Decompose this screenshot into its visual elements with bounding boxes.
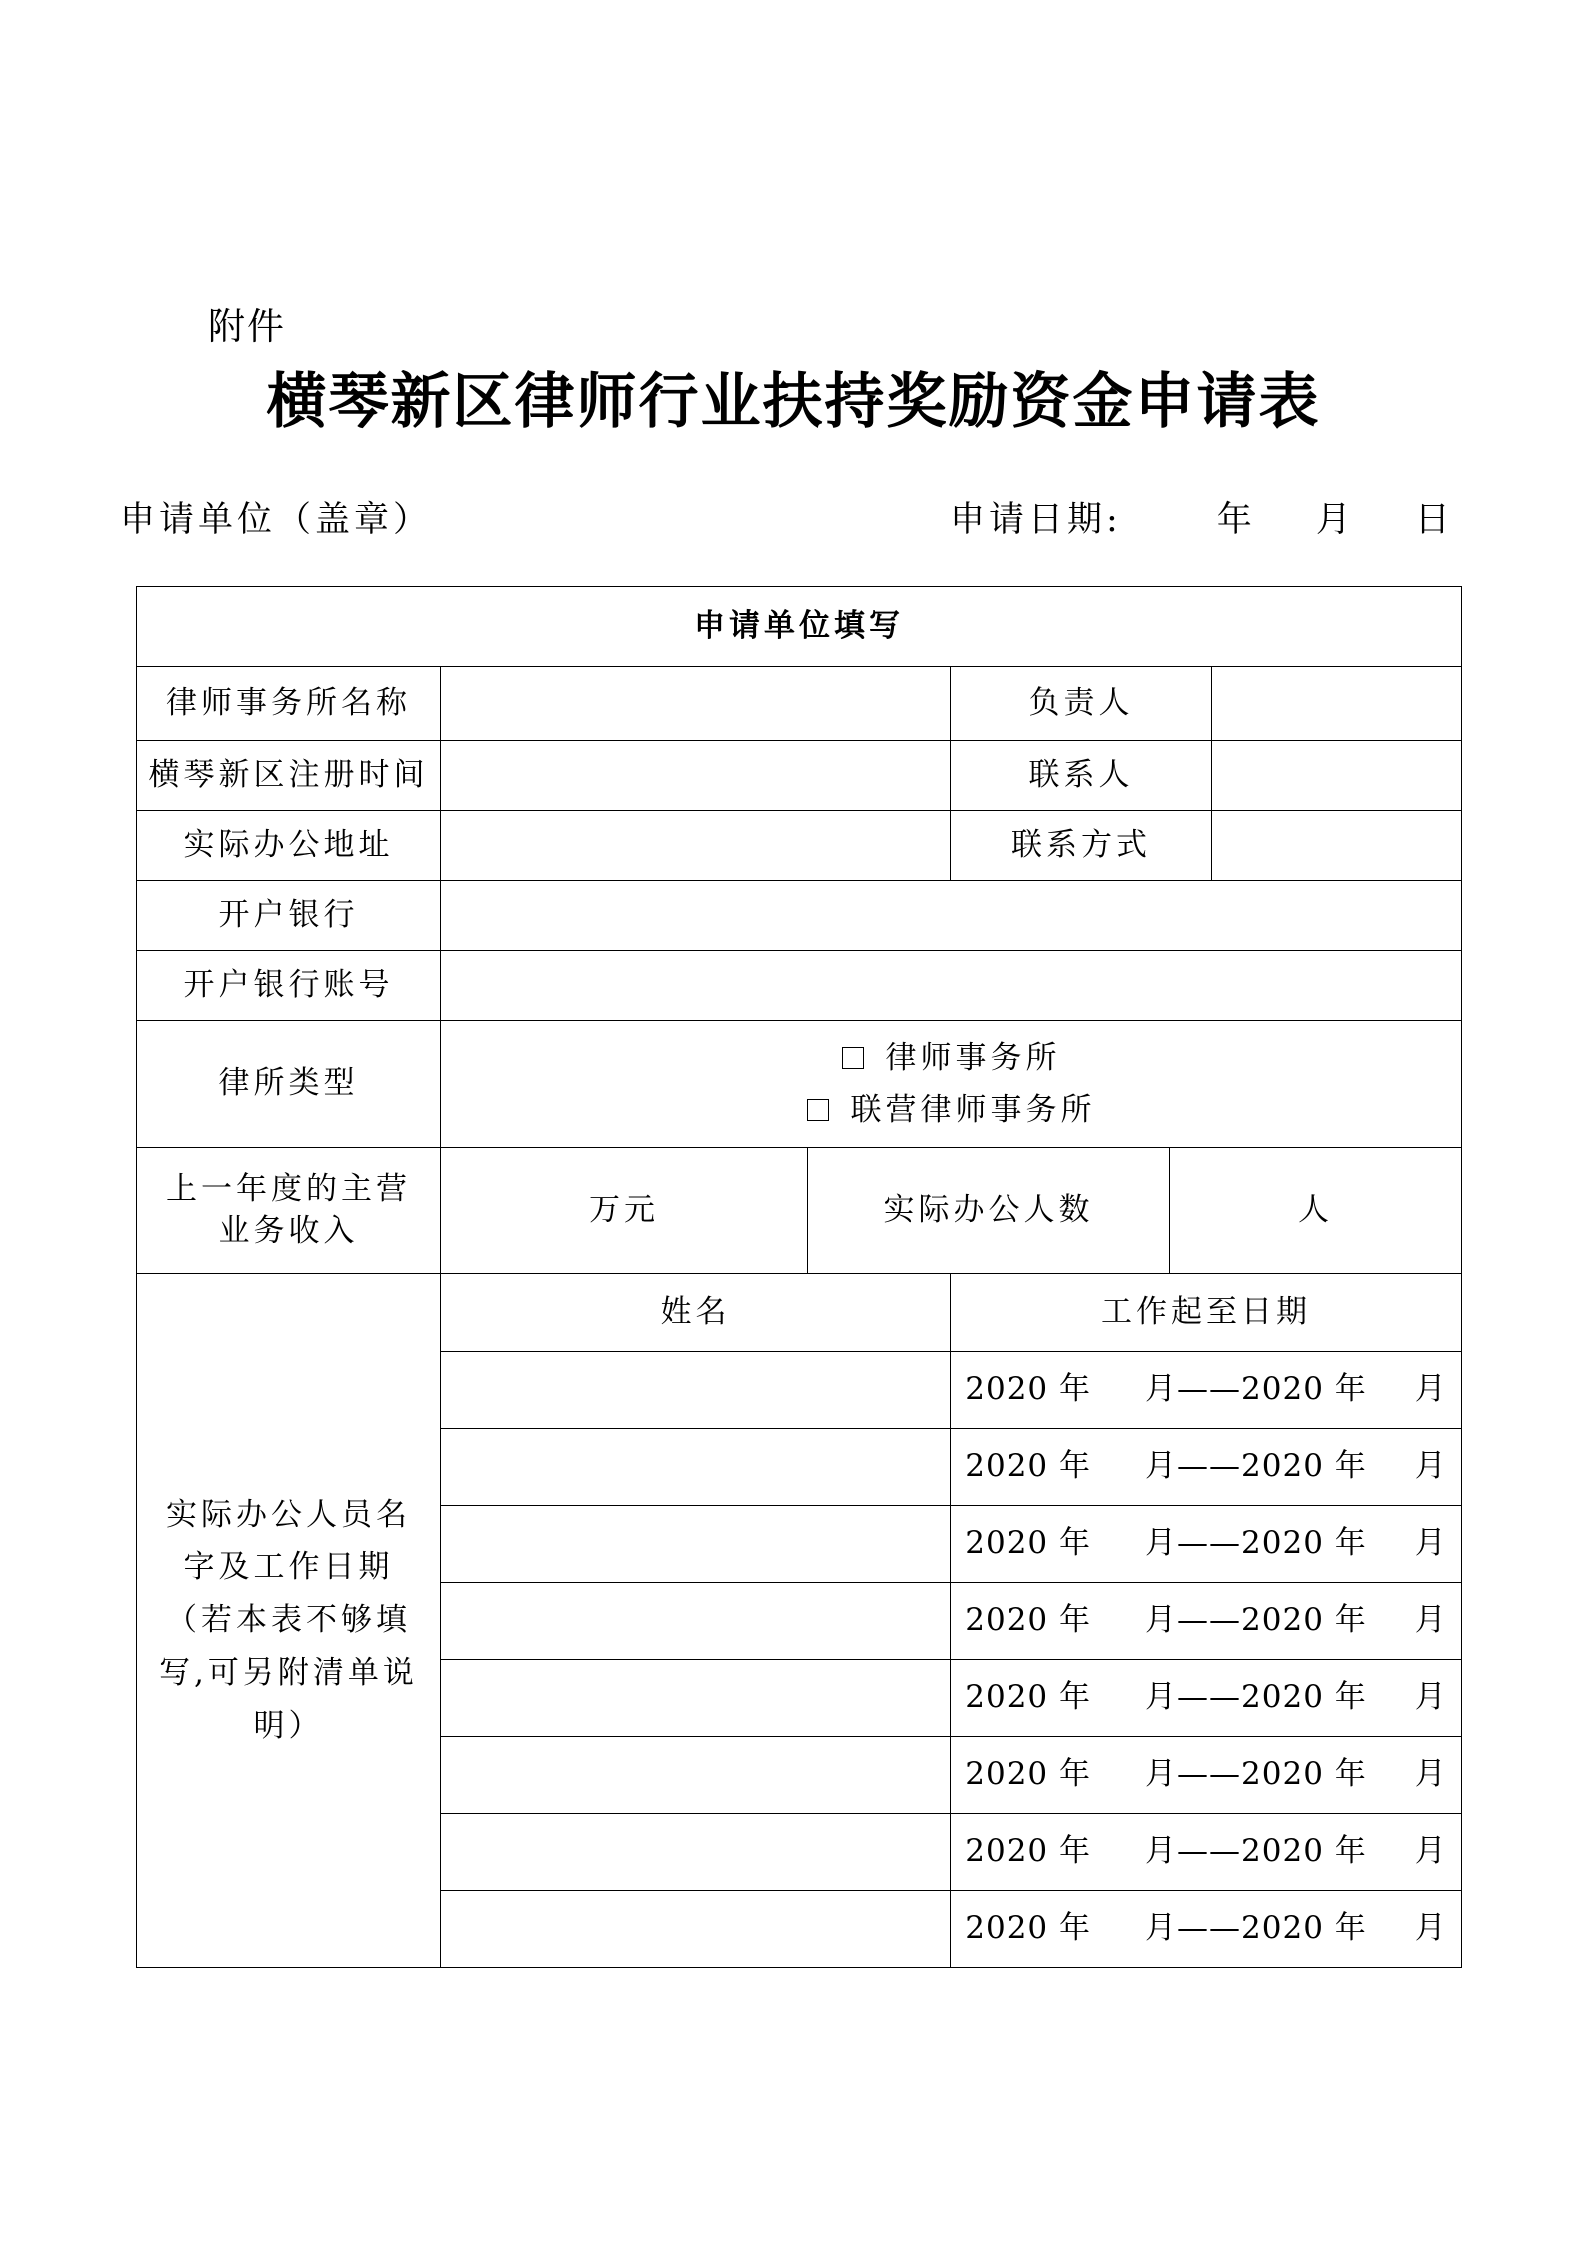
firm-name-label: 律师事务所名称: [137, 667, 441, 741]
contact-person-field[interactable]: [1212, 741, 1462, 811]
checkbox-icon[interactable]: [842, 1047, 864, 1069]
staff-name-field[interactable]: [441, 1429, 951, 1506]
work-period-field[interactable]: 2020 年 月——2020 年 月: [951, 1583, 1462, 1660]
staff-name-field[interactable]: [441, 1814, 951, 1891]
person-in-charge-field[interactable]: [1212, 667, 1462, 741]
work-period-field[interactable]: 2020 年 月——2020 年 月: [951, 1429, 1462, 1506]
applicant-stamp-label: 申请单位（盖章）: [120, 500, 433, 540]
staff-name-field[interactable]: [441, 1660, 951, 1737]
day-label: 日: [1414, 500, 1454, 540]
section-title: 申请单位填写: [137, 587, 1462, 667]
firm-name-field[interactable]: [441, 667, 951, 741]
staff-count-field[interactable]: [1170, 1148, 1462, 1274]
work-period-field[interactable]: 2020 年 月——2020 年 月: [951, 1506, 1462, 1583]
staff-name-field[interactable]: [441, 1737, 951, 1814]
year-label: 年: [1216, 500, 1256, 540]
document-title: 横琴新区律师行业扶持奖励资金申请表: [266, 367, 1321, 437]
apply-date-label: 申请日期:: [950, 500, 1122, 540]
work-period-field[interactable]: 2020 年 月——2020 年 月: [951, 1814, 1462, 1891]
office-address-field[interactable]: [441, 811, 951, 881]
contact-method-field[interactable]: [1212, 811, 1462, 881]
revenue-label: 上一年度的主营业务收入: [137, 1148, 441, 1274]
work-period-field[interactable]: 2020 年 月——2020 年 月: [951, 1352, 1462, 1429]
firm-type-option-law-firm[interactable]: 律师事务所: [441, 1032, 1461, 1084]
bank-account-field[interactable]: [441, 951, 1462, 1021]
firm-type-options: [441, 1021, 1462, 1148]
staff-name-field[interactable]: [441, 1583, 951, 1660]
apply-date: [950, 492, 1454, 542]
staff-name-field[interactable]: [441, 1506, 951, 1583]
work-period-field[interactable]: 2020 年 月——2020 年 月: [951, 1660, 1462, 1737]
staff-name-field[interactable]: [441, 1891, 951, 1968]
person-in-charge-label: 负责人: [951, 667, 1212, 741]
bank-account-label: 开户银行账号: [137, 951, 441, 1021]
application-form-table: [136, 586, 1462, 1968]
contact-method-label: 联系方式: [951, 811, 1212, 881]
contact-person-label: 联系人: [951, 741, 1212, 811]
name-column-header: 姓名: [441, 1274, 951, 1352]
staff-count-unit: 人: [1298, 1191, 1334, 1228]
revenue-unit: 万元: [589, 1191, 659, 1228]
work-period-field[interactable]: 2020 年 月——2020 年 月: [951, 1891, 1462, 1968]
bank-label: 开户银行: [137, 881, 441, 951]
registration-time-field[interactable]: [441, 741, 951, 811]
work-period-column-header: 工作起至日期: [951, 1274, 1462, 1352]
checkbox-icon[interactable]: [807, 1099, 829, 1121]
month-label: 月: [1315, 500, 1355, 540]
staff-name-field[interactable]: [441, 1352, 951, 1429]
work-period-field[interactable]: 2020 年 月——2020 年 月: [951, 1737, 1462, 1814]
staff-count-label: 实际办公人数: [808, 1148, 1170, 1274]
attachment-label: 附件: [208, 305, 286, 348]
bank-field[interactable]: [441, 881, 1462, 951]
office-address-label: 实际办公地址: [137, 811, 441, 881]
firm-type-option-joint-firm[interactable]: 联营律师事务所: [441, 1084, 1461, 1136]
staff-section-label: 实际办公人员名字及工作日期（若本表不够填写,可另附清单说明）: [137, 1274, 441, 1968]
revenue-field[interactable]: [441, 1148, 808, 1274]
registration-time-label: 横琴新区注册时间: [137, 741, 441, 811]
firm-type-label: 律所类型: [137, 1021, 441, 1148]
